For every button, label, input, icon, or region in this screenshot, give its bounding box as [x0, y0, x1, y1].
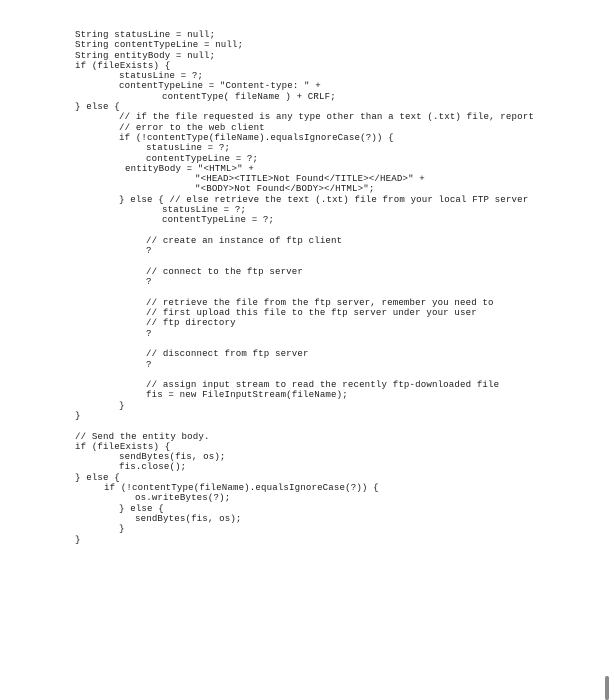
code-line: // ftp directory — [146, 317, 236, 329]
code-line: } — [119, 399, 125, 411]
code-line: if (!contentType(fileName).equalsIgnoreCase(?)) { — [119, 131, 394, 143]
code-line: } else { // else retrieve the text (.txt) file from your local FTP server — [119, 193, 529, 205]
code-line: String statusLine = null; — [75, 29, 216, 40]
code-line: statusLine = ?; — [119, 70, 204, 82]
code-line: statusLine = ?; — [146, 142, 231, 154]
code-line: } else { — [75, 101, 120, 113]
code-line: } — [75, 409, 81, 421]
code-line: // if the file requested is any type other than a text (.txt) file, report — [119, 111, 534, 123]
code-line: os.writeBytes(?); — [135, 492, 231, 504]
code-line: // Send the entity body. — [75, 430, 210, 442]
code-line: statusLine = ?; — [162, 204, 247, 216]
code-line: // create an instance of ftp client — [146, 234, 343, 246]
code-line: } else { — [75, 471, 120, 483]
code-line: // connect to the ftp server — [146, 265, 303, 277]
code-line: sendBytes(fis, os); — [135, 512, 242, 524]
code-line: sendBytes(fis, os); — [119, 451, 226, 463]
code-line: // first upload this file to the ftp server under your user — [146, 307, 477, 319]
code-line: ? — [146, 276, 152, 288]
code-line: contentTypeLine = "Content-type: " + — [119, 80, 321, 92]
vertical-scrollbar[interactable] — [600, 0, 614, 700]
code-line: contentTypeLine = ?; — [146, 152, 259, 164]
code-line: ? — [146, 358, 152, 370]
code-line: } else { — [119, 502, 164, 514]
code-line: entityBody = "<HTML>" + — [125, 162, 254, 174]
code-line: // disconnect from ftp server — [146, 348, 309, 360]
code-line: // error to the web client — [119, 121, 265, 133]
code-line: ? — [146, 245, 152, 257]
code-line: fis.close(); — [119, 461, 187, 473]
code-line: contentType( fileName ) + CRLF; — [162, 90, 336, 102]
scrollbar-thumb[interactable] — [605, 676, 609, 700]
code-line: if (!contentType(fileName).equalsIgnoreCase(?)) { — [104, 482, 379, 494]
code-line: } — [119, 523, 125, 535]
code-line: "<HEAD><TITLE>Not Found</TITLE></HEAD>" + — [195, 173, 425, 185]
code-line: ? — [146, 327, 152, 339]
code-line: if (fileExists) { — [75, 59, 171, 71]
code-line: if (fileExists) { — [75, 440, 171, 452]
code-line: contentTypeLine = ?; — [162, 214, 275, 226]
code-block — [0, 30, 600, 545]
code-line: // assign input stream to read the recently ftp-downloaded file — [146, 379, 500, 391]
code-line: "<BODY>Not Found</BODY></HTML>"; — [195, 183, 375, 195]
code-line: } — [75, 533, 81, 545]
code-line: fis = new FileInputStream(fileName); — [146, 389, 348, 401]
code-line: // retrieve the file from the ftp server, remember you need to — [146, 296, 494, 308]
code-line: String entityBody = null; — [75, 49, 216, 61]
code-line: String contentTypeLine = null; — [75, 39, 244, 51]
